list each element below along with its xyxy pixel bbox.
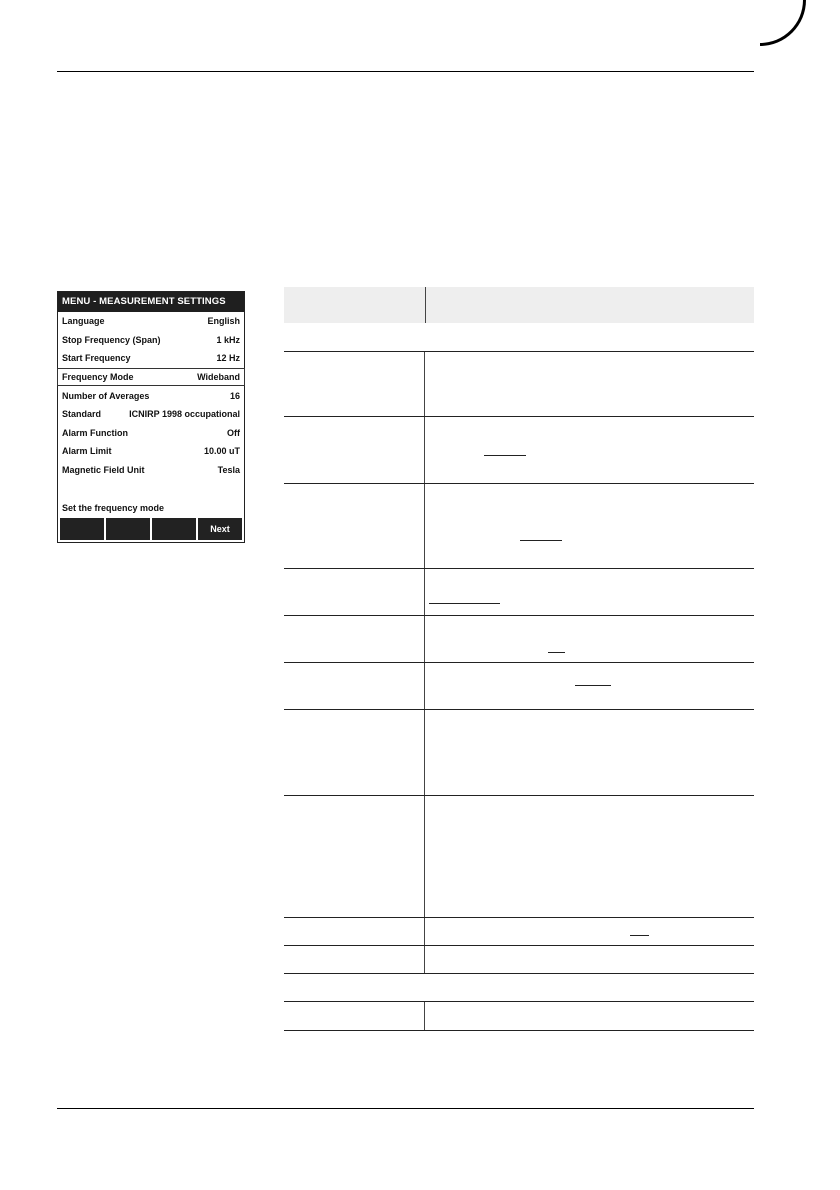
table-header — [284, 287, 754, 323]
menu-item-alarm-function[interactable] — [58, 424, 244, 443]
menu-item-label: Alarm Function — [62, 427, 129, 438]
menu-item-start-frequency[interactable] — [58, 349, 244, 368]
menu-item-label: Alarm Limit — [62, 446, 112, 457]
table-row — [284, 946, 754, 974]
menu-item-label: Standard — [62, 409, 102, 420]
header-cell-parameter — [284, 287, 426, 323]
table-row — [284, 710, 754, 796]
menu-item-stop-frequency[interactable] — [58, 331, 244, 350]
menu-item-value: 12 Hz — [216, 353, 240, 364]
table-row — [284, 417, 754, 484]
menu-item-label: Magnetic Field Unit — [62, 465, 145, 476]
softkey-3[interactable] — [152, 518, 196, 540]
table-row — [284, 484, 754, 569]
menu-item-label: Number of Averages — [62, 390, 150, 401]
footer-rule — [57, 1108, 754, 1109]
table-row — [284, 352, 754, 417]
menu-item-magnetic-field-unit[interactable] — [58, 461, 244, 480]
menu-item-standard[interactable] — [58, 405, 244, 424]
underline-mark — [630, 935, 649, 936]
softkey-2[interactable] — [106, 518, 150, 540]
menu-item-value: Tesla — [217, 465, 240, 476]
underline-mark — [429, 603, 500, 604]
menu-title: MENU - MEASUREMENT SETTINGS — [58, 292, 244, 312]
menu-item-number-of-averages[interactable] — [58, 386, 244, 405]
menu-item-value: English — [207, 316, 240, 327]
menu-item-language[interactable] — [58, 312, 244, 331]
next-softkey[interactable]: Next — [198, 518, 242, 540]
underline-mark — [484, 455, 526, 456]
underline-mark — [575, 685, 611, 686]
table-row — [284, 663, 754, 710]
menu-item-value: 1 kHz — [216, 334, 240, 345]
menu-item-value: ICNIRP 1998 occupational — [129, 409, 240, 420]
table-row — [284, 1002, 754, 1031]
status-text: Set the frequency mode — [62, 503, 165, 513]
table-row — [284, 796, 754, 918]
menu-item-value: Wideband — [197, 372, 240, 383]
menu-item-label: Language — [62, 316, 105, 327]
table-section-row — [284, 974, 754, 1002]
softkey-bar — [60, 518, 242, 540]
menu-item-label: Stop Frequency (Span) — [62, 334, 161, 345]
table-row — [284, 918, 754, 946]
underline-mark — [520, 540, 562, 541]
menu-item-alarm-limit[interactable] — [58, 442, 244, 461]
menu-item-value: 10.00 uT — [203, 446, 240, 457]
menu-item-label: Start Frequency — [62, 353, 131, 364]
table-section-row — [284, 323, 754, 352]
menu-item-frequency-mode[interactable] — [57, 368, 245, 387]
settings-table — [284, 287, 754, 1031]
underline-mark — [548, 652, 565, 653]
header-rule — [57, 71, 754, 72]
table-row — [284, 569, 754, 616]
menu-item-value: Off — [227, 427, 240, 438]
menu-item-value: 16 — [229, 390, 240, 401]
menu-item-label: Frequency Mode — [62, 372, 134, 383]
softkey-1[interactable] — [60, 518, 104, 540]
table-row — [284, 616, 754, 663]
device-screen — [57, 291, 245, 543]
